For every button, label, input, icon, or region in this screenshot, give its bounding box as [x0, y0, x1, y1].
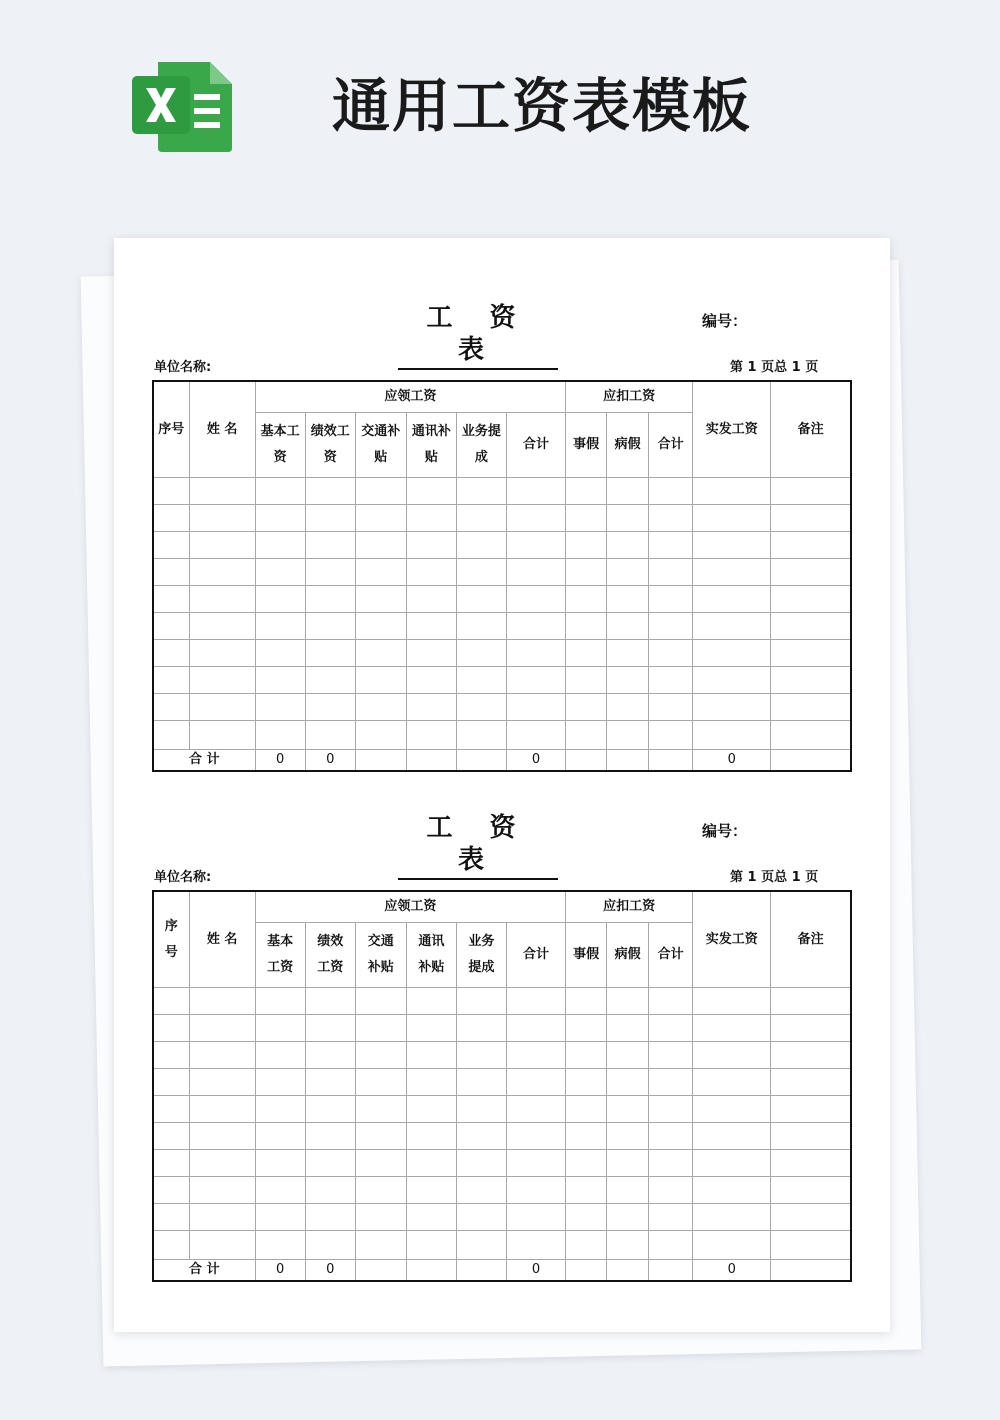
- col-commission-header: 业务提成: [461, 424, 501, 465]
- total-basic: 0: [255, 1260, 305, 1282]
- col-personal-leave-header: 事假: [566, 413, 607, 478]
- table-row: [153, 559, 851, 586]
- unit-name-label: 单位名称:: [154, 870, 212, 885]
- col-net-pay-header: 实发工资: [693, 381, 771, 478]
- col-seq-header: 序号: [153, 381, 189, 478]
- salary-table: [152, 890, 852, 1282]
- col-performance-header: 绩效工资: [310, 424, 350, 465]
- page-count-label: 第 1 页总 1 页: [730, 360, 819, 375]
- col-transport-header: 交通补贴: [361, 424, 401, 465]
- serial-label: 编号：: [702, 822, 748, 840]
- document-sheet: [114, 238, 890, 1332]
- table-row: [153, 613, 851, 640]
- table-row: [153, 988, 851, 1015]
- table-row: [153, 1096, 851, 1123]
- salary-form-1: [114, 238, 890, 767]
- table-row: [153, 1150, 851, 1177]
- serial-label: 编号：: [702, 312, 748, 330]
- group-deduct-header: 应扣工资: [566, 891, 693, 923]
- page-title: 通用工资表模板: [332, 72, 753, 140]
- col-remarks-header: 备注: [771, 891, 851, 988]
- col-transport-header: 交通补贴: [367, 934, 394, 975]
- table-row: [153, 1015, 851, 1042]
- page-count-label: 第 1 页总 1 页: [730, 870, 819, 885]
- col-seq-header: 序号: [164, 918, 178, 960]
- total-performance: 0: [305, 1260, 355, 1282]
- col-deduct-total-header: 合计: [649, 413, 693, 478]
- total-row: [153, 1260, 851, 1282]
- col-performance-header: 绩效工资: [317, 934, 344, 975]
- form-title: 工 资 表: [398, 302, 558, 370]
- table-row: [153, 1069, 851, 1096]
- col-name-header: 姓 名: [189, 381, 255, 478]
- table-row: [153, 640, 851, 667]
- col-basic-header: 基本工资: [260, 424, 300, 465]
- table-row: [153, 1231, 851, 1260]
- excel-icon: [130, 58, 234, 154]
- table-row: [153, 1177, 851, 1204]
- col-name-header: 姓 名: [189, 891, 255, 988]
- table-row: [153, 586, 851, 613]
- unit-name-label: 单位名称:: [154, 360, 212, 375]
- col-net-pay-header: 实发工资: [693, 891, 771, 988]
- col-personal-leave-header: 事假: [566, 923, 607, 988]
- table-row: [153, 1123, 851, 1150]
- col-commission-header: 业务提成: [468, 934, 495, 975]
- salary-table: [152, 380, 852, 772]
- col-payable-total-header: 合计: [506, 413, 565, 478]
- table-row: [153, 1042, 851, 1069]
- total-net-pay: 0: [693, 1260, 771, 1282]
- form-title: 工 资 表: [398, 812, 558, 880]
- col-basic-header: 基本工资: [267, 934, 294, 975]
- group-payable-header: 应领工资: [255, 381, 565, 413]
- table-row: [153, 505, 851, 532]
- salary-form-2: [114, 748, 890, 1277]
- total-net-pay: 0: [693, 750, 771, 772]
- total-label: 合 计: [153, 1260, 255, 1282]
- table-row: [153, 721, 851, 750]
- total-basic: 0: [255, 750, 305, 772]
- total-payable: 0: [506, 750, 565, 772]
- total-payable: 0: [506, 1260, 565, 1282]
- table-row: [153, 1204, 851, 1231]
- col-phone-header: 通讯补贴: [411, 424, 451, 465]
- header: [0, 0, 1000, 200]
- total-performance: 0: [305, 750, 355, 772]
- table-row: [153, 694, 851, 721]
- col-deduct-total-header: 合计: [649, 923, 693, 988]
- table-row: [153, 667, 851, 694]
- group-payable-header: 应领工资: [255, 891, 565, 923]
- table-row: [153, 478, 851, 505]
- table-row: [153, 532, 851, 559]
- col-phone-header: 通讯补贴: [418, 934, 445, 975]
- group-deduct-header: 应扣工资: [566, 381, 693, 413]
- col-sick-leave-header: 病假: [607, 923, 649, 988]
- col-payable-total-header: 合计: [506, 923, 565, 988]
- col-sick-leave-header: 病假: [607, 413, 649, 478]
- col-remarks-header: 备注: [771, 381, 851, 478]
- total-label: 合 计: [153, 750, 255, 772]
